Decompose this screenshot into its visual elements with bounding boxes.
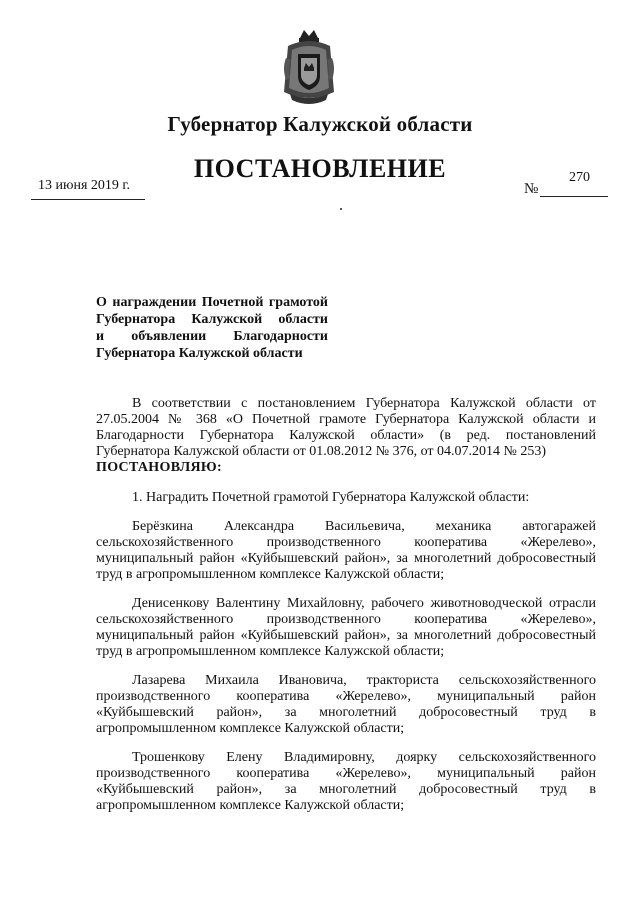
- decree-heading: ПОСТАНОВЛЯЮ:: [96, 460, 222, 475]
- document-date: 13 июня 2019 г.: [38, 178, 131, 193]
- subject-line: Губернатора Калужской области: [96, 312, 328, 327]
- document-number: 270: [569, 170, 590, 185]
- issuing-authority: Губернатор Калужской области: [167, 112, 473, 136]
- subject-line: Губернатора Калужской области: [96, 346, 303, 361]
- awardee-paragraph: Берёзкина Александра Васильевича, механика автогаражей сельскохозяйственного производственного кооператива «Жерелево», муниципальный район «Куйбышевский район», за многолетний добросовестный труд в агропромышленном комплексе Калужской области;: [96, 519, 596, 582]
- stray-mark: [340, 208, 342, 210]
- document-body: [96, 396, 596, 814]
- decree-item-1: 1. Наградить Почетной грамотой Губернатора Калужской области:: [132, 490, 530, 505]
- awardee-paragraph: Денисенкову Валентину Михайловну, рабочего животноводческой отрасли сельскохозяйственного производственного кооператива «Жерелево», муниципальный район «Куйбышевский район», за многолетний добросовестный труд в агропромышленном комплексе Калужской области;: [96, 596, 596, 659]
- number-sign: №: [524, 181, 539, 197]
- document-type-title: ПОСТАНОВЛЕНИЕ: [193, 154, 447, 183]
- number-underline: [540, 196, 608, 197]
- awardee-paragraph: Трошенкову Елену Владимировну, доярку сельскохозяйственного производственного кооператива «Жерелево», муниципальный район «Куйбышевский район», за многолетний добросовестный труд в агропромышленном комплексе Калужской области;: [96, 750, 596, 813]
- subject-line: О награждении Почетной грамотой: [96, 295, 328, 310]
- coat-of-arms-icon: [280, 28, 338, 108]
- awardee-paragraph: Лазарева Михаила Ивановича, тракториста сельскохозяйственного производственного кооператива «Жерелево», муниципальный район «Куйбышевский район», за многолетний добросовестный труд в агропромышленном комплексе Калужской области;: [96, 673, 596, 736]
- preamble-paragraph: В соответствии с постановлением Губернатора Калужской области от 27.05.2004 № 368 «О Почетной грамоте Губернатора Калужской области и Благодарности Губернатора Калужской области» (в ред. постановлений Губернатора Калужской области от 01.08.2012 № 376, от 04.07.2014 № 253): [96, 396, 596, 459]
- document-subject: [96, 294, 328, 362]
- subject-line: и объявлении Благодарности: [96, 329, 328, 344]
- date-underline: [31, 199, 145, 200]
